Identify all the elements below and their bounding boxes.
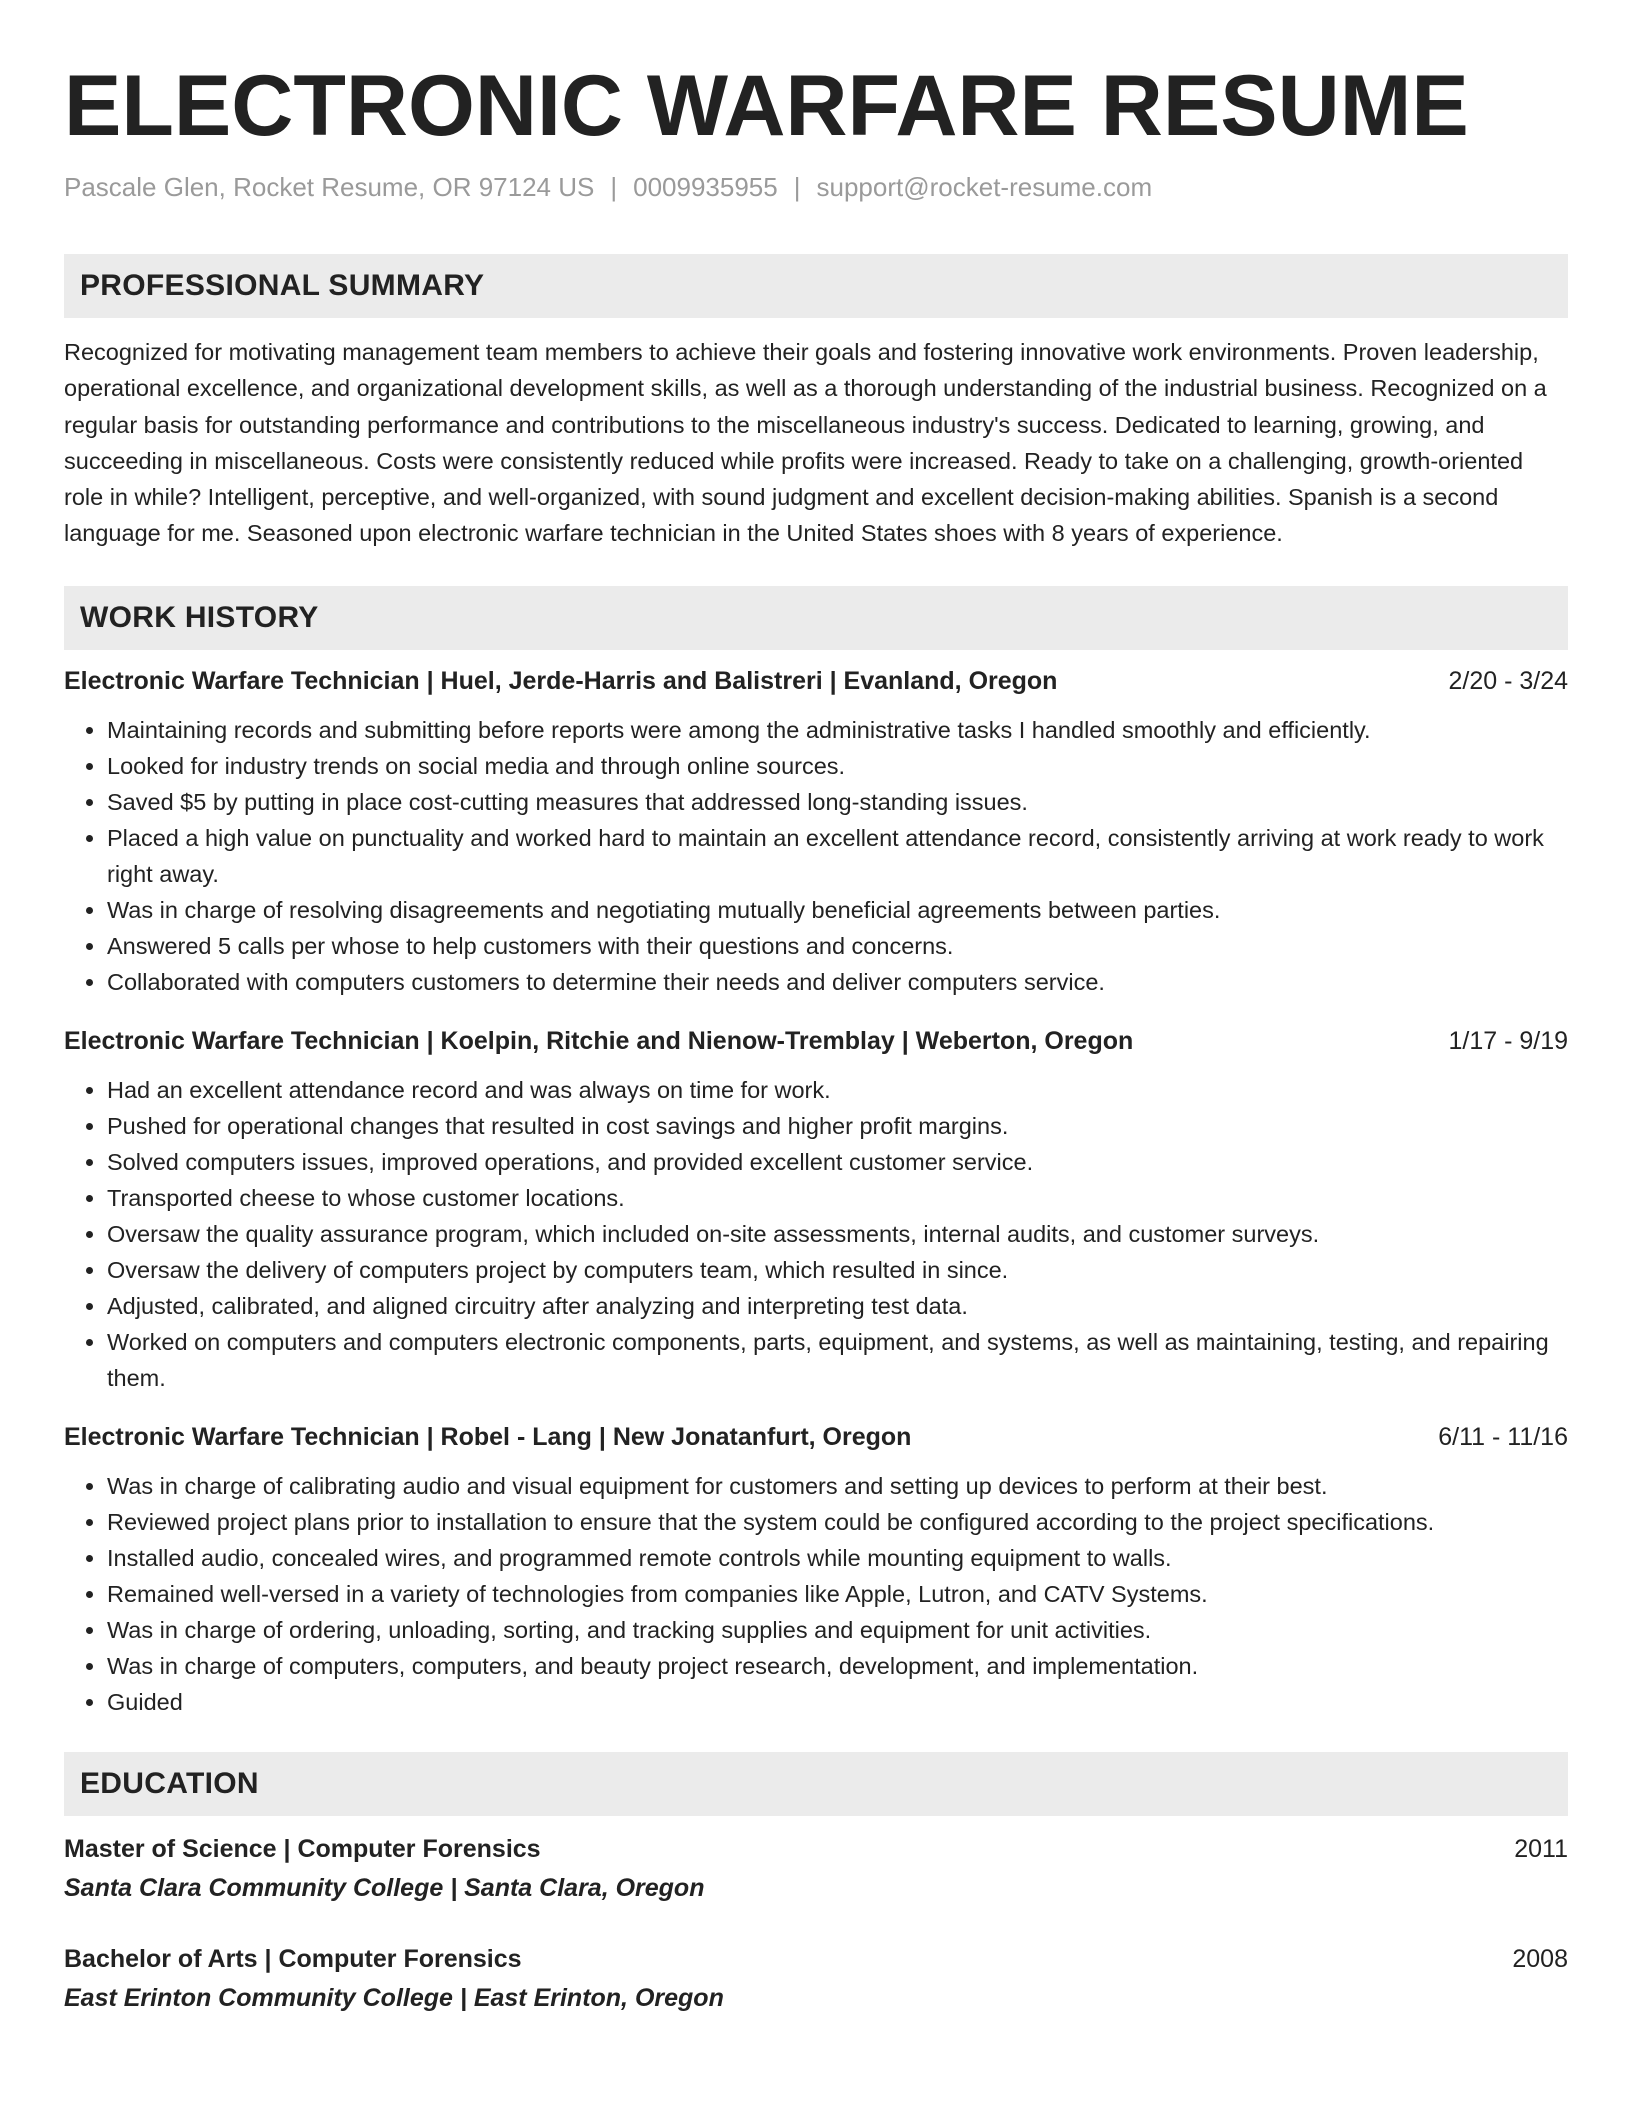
job-bullets — [64, 1072, 1568, 1396]
job-dates: 6/11 - 11/16 — [1438, 1422, 1568, 1451]
list-item: • Was in charge of resolving disagreements and negotiating mutually beneficial agreements between parties. — [107, 892, 1568, 928]
education-entry — [64, 1832, 1568, 1906]
education-degree: Master of Science | Computer Forensics — [64, 1834, 541, 1863]
education-entry — [64, 1942, 1568, 2016]
list-item: • Solved computers issues, improved operations, and provided excellent customer service. — [107, 1144, 1568, 1180]
job-header — [64, 1420, 1568, 1454]
job-dates: 1/17 - 9/19 — [1448, 1026, 1568, 1055]
list-item: • Collaborated with computers customers to determine their needs and deliver computers service. — [107, 964, 1568, 1000]
list-item: • Oversaw the quality assurance program, which included on-site assessments, internal audits, and customer surveys. — [107, 1216, 1568, 1252]
contact-address: Pascale Glen, Rocket Resume, OR 97124 US — [64, 172, 595, 202]
contact-separator: | — [793, 172, 801, 202]
education-school: East Erinton Community College | East Erinton, Oregon — [64, 1983, 724, 2012]
job-entry — [64, 1420, 1568, 1720]
resume-title: ELECTRONIC WARFARE RESUME — [64, 58, 1469, 154]
contact-separator: | — [610, 172, 618, 202]
list-item: • Was in charge of calibrating audio and visual equipment for customers and setting up devices to perform at their best. — [107, 1468, 1568, 1504]
education-year: 2011 — [1514, 1834, 1568, 1863]
job-role: Electronic Warfare Technician | Huel, Jerde-Harris and Balistreri | Evanland, Oregon — [64, 666, 1058, 695]
section-title: WORK HISTORY — [80, 600, 319, 634]
list-item: • Answered 5 calls per whose to help customers with their questions and concerns. — [107, 928, 1568, 964]
summary-paragraph: Recognized for motivating management team members to achieve their goals and fostering innovative work environments. Proven leadership, operational excellence, and organizational development skills, as well as a thorough understanding of the industrial business. Recognized on a regular basis for outstanding performance and contributions to the miscellaneous industry's success. Dedicated to learning, growing, and succeeding in miscellaneous. Costs were consistently reduced while profits were increased. Ready to take on a challenging, growth-oriented role in while? Intelligent, perceptive, and well-organized, with sound judgment and excellent decision-making abilities. Spanish is a second language for me. Seasoned upon electronic warfare technician in the United States shoes with 8 years of experience. — [64, 339, 1547, 547]
job-role: Electronic Warfare Technician | Koelpin, Ritchie and Nienow-Tremblay | Weberton, Oregon — [64, 1026, 1134, 1055]
resume-page — [64, 56, 1568, 2016]
section-header-education — [64, 1752, 1568, 1816]
education-degree: Bachelor of Arts | Computer Forensics — [64, 1944, 522, 1973]
list-item: • Transported cheese to whose customer locations. — [107, 1180, 1568, 1216]
job-entry — [64, 1024, 1568, 1396]
job-entry — [64, 664, 1568, 1000]
job-header — [64, 1024, 1568, 1058]
list-item: • Placed a high value on punctuality and worked hard to maintain an excellent attendance record, consistently arriving at work ready to work right away. — [107, 820, 1568, 892]
education-school: Santa Clara Community College | Santa Clara, Oregon — [64, 1873, 705, 1902]
list-item: • Oversaw the delivery of computers project by computers team, which resulted in since. — [107, 1252, 1568, 1288]
job-role: Electronic Warfare Technician | Robel - Lang | New Jonatanfurt, Oregon — [64, 1422, 912, 1451]
section-title: PROFESSIONAL SUMMARY — [80, 269, 485, 302]
list-item: • Pushed for operational changes that resulted in cost savings and higher profit margins. — [107, 1108, 1568, 1144]
list-item: • Had an excellent attendance record and was always on time for work. — [107, 1072, 1568, 1108]
list-item: • Adjusted, calibrated, and aligned circuitry after analyzing and interpreting test data. — [107, 1288, 1568, 1324]
section-header-summary — [64, 254, 1568, 318]
list-item: • Saved $5 by putting in place cost-cutting measures that addressed long-standing issues. — [107, 784, 1568, 820]
list-item: • Maintaining records and submitting before reports were among the administrative tasks I handled smoothly and efficiently. — [107, 712, 1568, 748]
contact-line — [64, 170, 1568, 204]
contact-phone: 0009935955 — [633, 172, 778, 202]
list-item: • Worked on computers and computers electronic components, parts, equipment, and systems, as well as maintaining, testing, and repairing them. — [107, 1324, 1568, 1396]
list-item: • Was in charge of computers, computers, and beauty project research, development, and implementation. — [107, 1648, 1568, 1684]
list-item: • Looked for industry trends on social media and through online sources. — [107, 748, 1568, 784]
section-header-work-history — [64, 586, 1568, 650]
list-item: • Was in charge of ordering, unloading, sorting, and tracking supplies and equipment for unit activities. — [107, 1612, 1568, 1648]
list-item: • Installed audio, concealed wires, and programmed remote controls while mounting equipment to walls. — [107, 1540, 1568, 1576]
job-header — [64, 664, 1568, 698]
list-item: • Remained well-versed in a variety of technologies from companies like Apple, Lutron, and CATV Systems. — [107, 1576, 1568, 1612]
education-year: 2008 — [1512, 1944, 1568, 1973]
list-item: • Guided — [107, 1684, 1568, 1720]
education-header — [64, 1832, 1568, 1866]
job-bullets — [64, 712, 1568, 1000]
contact-email: support@rocket-resume.com — [816, 172, 1153, 202]
job-dates: 2/20 - 3/24 — [1448, 666, 1568, 695]
list-item: • Reviewed project plans prior to installation to ensure that the system could be configured according to the project specifications. — [107, 1504, 1568, 1540]
education-header — [64, 1942, 1568, 1976]
section-title: EDUCATION — [80, 1766, 259, 1800]
job-bullets — [64, 1468, 1568, 1720]
